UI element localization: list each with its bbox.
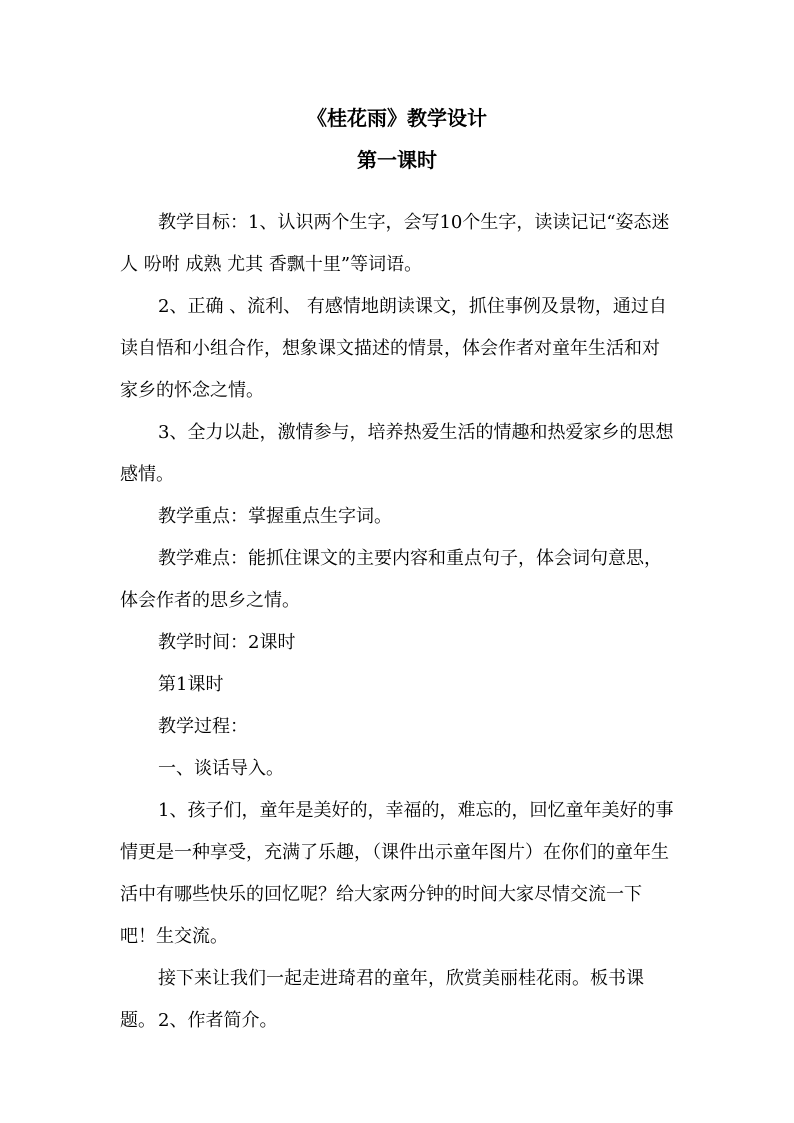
paragraph-transition: 接下来让我们一起走进琦君的童年，欣赏美丽桂花雨。板书课题。 <box>120 968 644 1031</box>
document-title: 《桂花雨》教学设计 <box>307 106 487 130</box>
document-subtitle: 第一课时 <box>357 148 437 172</box>
paragraph-difficulties: 教学难点：能抓住课文的主要内容和重点句子，体会词句意思，体会作者的思乡之情。 <box>120 548 662 611</box>
paragraph-teaching-time: 教学时间：2课时 <box>158 632 296 653</box>
paragraph-lesson-number: 第1课时 <box>158 674 224 695</box>
paragraph-goal-2: 2、正确 、流利、 有感情地朗读课文，抓住事例及景物，通过自读自悟和小组合作，想象课文描述的情景，体会作者对童年生活和对家乡的怀念之情。 <box>120 296 667 401</box>
paragraph-author-intro: 2、作者简介。 <box>158 1010 278 1031</box>
paragraph-teaching-goals: 教学目标：1、认识两个生字，会写10个生字，读读记记“姿态迷人 吩咐 成熟 尤其 香飘十里”等词语。 <box>120 212 670 275</box>
paragraph-key-points: 教学重点：掌握重点生字词。 <box>158 506 392 527</box>
paragraph-process-heading: 教学过程： <box>158 716 248 737</box>
paragraph-introduction: 1、孩子们，童年是美好的，幸福的，难忘的，回忆童年美好的事情更是一种享受，充满了乐趣，（课件出示童年图片）在你们的童年生活中有哪些快乐的回忆呢？给大家两分钟的时间大家尽情交流一下吧！生交流。 <box>120 800 674 947</box>
paragraph-goal-3: 3、全力以赴，激情参与，培养热爱生活的情趣和热爱家乡的思想感情。 <box>120 422 674 485</box>
paragraph-section-1: 一、谈话导入。 <box>158 758 284 779</box>
